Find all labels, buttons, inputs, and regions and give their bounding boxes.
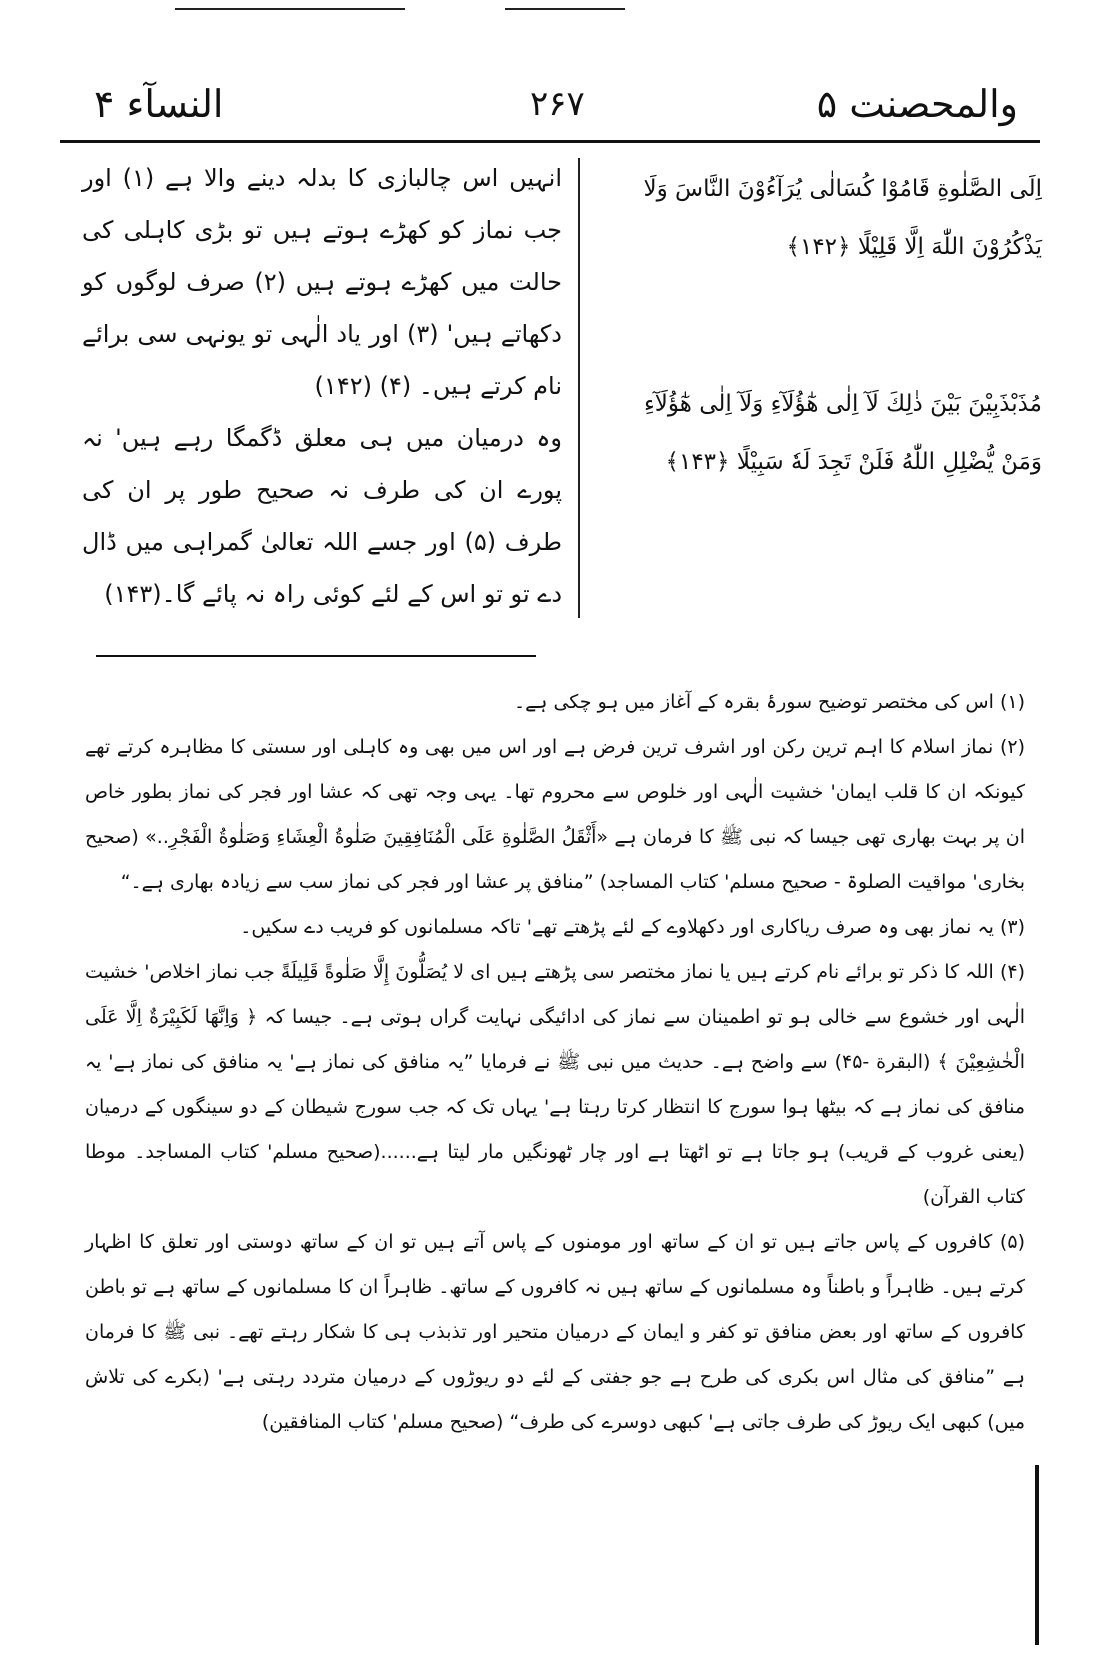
footnote-2: (۲) نماز اسلام کا اہم ترین رکن اور اشرف ترین فرض ہے اور اس میں بھی وہ کاہلی اور سستی کا مظاہرہ کرتے تھے کیونکہ ان کا قلب ایمان' خشیت الٰہی اور خلوص سے محروم تھا۔ یہی وجہ تھی کہ عشا اور فجر کی نماز بطور خاص ان پر بہت بھاری تھی جیسا کہ نبی ﷺ کا فرمان ہے «أَثْقَلُ الصَّلٰوةِ عَلَى الْمُنَافِقِينَ صَلٰوةُ الْعِشَاءِ وَصَلٰوةُ الْفَجْرِ..» (صحیح بخاری' مواقیت الصلوۃ - صحیح مسلم' کتاب المساجد) ”منافق پر عشا اور فجر کی نماز سب سے زیادہ بھاری ہے۔“	[85, 736, 1025, 893]
footnote-5: (۵) کافروں کے پاس جاتے ہیں تو ان کے ساتھ اور مومنوں کے پاس آتے ہیں تو ان کے ساتھ دوستی اور تعلق کا اظہار کرتے ہیں۔ ظاہراً و باطناً وہ مسلمانوں کے ساتھ ہیں نہ کافروں کے ساتھ۔ ظاہراً ان کا مسلمانوں کے ساتھ ہے تو باطن کافروں کے ساتھ اور بعض منافق تو کفر و ایمان کے درمیان متحیر اور تذبذب ہی کا شکار رہتے تھے۔ نبی ﷺ کا فرمان ہے ”منافق کی مثال اس بکری کی طرح ہے جو جفتی کے لئے دو ریوڑوں کے درمیان متردد رہتی ہے' (بکرے کی تلاش میں) کبھی ایک ریوڑ کی طرف جاتی ہے' کبھی دوسرے کی طرف“ (صحیح مسلم' کتاب المنافقین)	[85, 1231, 1025, 1433]
scan-edge-mark	[1035, 1465, 1039, 1645]
surah-name: النسآء ۴	[94, 82, 224, 126]
juz-name: والمحصنت ۵	[816, 82, 1018, 126]
top-edge-rule	[175, 8, 405, 10]
footnote-divider	[96, 655, 536, 657]
footnotes	[85, 680, 1025, 1445]
translation-verse-142: انہیں اس چالبازی کا بدلہ دینے والا ہے (۱) اور جب نماز کو کھڑے ہوتے ہیں تو بڑی کاہلی کی حالت میں کھڑے ہوتے ہیں (۲) صرف لوگوں کو دکھاتے ہیں' (۳) اور یاد الٰہی تو یونہی سی برائے نام کرتے ہیں۔ (۴) (۱۴۲)	[82, 164, 563, 400]
footnote-4: (۴) اللہ کا ذکر تو برائے نام کرتے ہیں یا نماز مختصر سی پڑھتے ہیں ای لا یُصَلُّونَ إِلَّا صَلٰوةً قَلِيلَةً جب نماز اخلاص' خشیت الٰہی اور خشوع سے خالی ہو تو اطمینان سے نماز کی ادائیگی نہایت گراں ہوتی ہے۔ جیسا کہ ﴿ وَاِنَّهَا لَكَبِيْرَةٌ اِلَّا عَلَى الْخٰشِعِيْنَ ﴾ (البقرة -۴۵) سے واضح ہے۔ حدیث میں نبی ﷺ نے فرمایا ”یہ منافق کی نماز ہے' یہ منافق کی نماز ہے' یہ منافق کی نماز ہے کہ بیٹھا ہوا سورج کا انتظار کرتا رہتا ہے' یہاں تک کہ جب سورج شیطان کے دو سینگوں کے درمیان (یعنی غروب کے قریب) ہو جاتا ہے تو اٹھتا ہے اور چار ٹھونگیں مار لیتا ہے......(صحیح مسلم' کتاب المساجد۔ موطا کتاب القرآن)	[85, 961, 1025, 1208]
urdu-translation	[82, 152, 562, 620]
footnote-3: (۳) یہ نماز بھی وہ صرف ریاکاری اور دکھلاوے کے لئے پڑھتے تھے' تاکہ مسلمانوں کو فریب دے سکیں۔	[240, 916, 1025, 938]
arabic-verse-143: مُذَبْذَبِيْنَ بَيْنَ ذٰلِكَ لَآ اِلٰى هٰٓؤُلَآءِ وَلَآ اِلٰى هٰٓؤُلَآءِ وَمَنْ يُّضْلِلِ اللّٰهُ فَلَنْ تَجِدَ لَهٗ سَبِيْلًا ﴿۱۴۳﴾	[643, 391, 1042, 475]
top-edge-rule	[505, 8, 625, 10]
footnote-1: (۱) اس کی مختصر توضیح سورۂ بقرہ کے آغاز میں ہو چکی ہے۔	[514, 691, 1025, 713]
translation-verse-143: وہ درمیان میں ہی معلق ڈگمگا رہے ہیں' نہ پورے ان کی طرف نہ صحیح طور پر ان کی طرف (۵) اور جسے اللہ تعالیٰ گمراہی میں ڈال دے تو تو اس کے لئے کوئی راہ نہ پائے گا۔(۱۴۳)	[82, 424, 562, 608]
header-divider	[60, 140, 1040, 143]
page-number: ۲۶۷	[530, 84, 585, 124]
column-divider	[578, 158, 580, 618]
arabic-verse-142: اِلَى الصَّلٰوةِ قَامُوْا كُسَالٰى يُرَآءُوْنَ النَّاسَ وَلَا يَذْكُرُوْنَ اللّٰهَ اِلَّا قَلِيْلًا ﴿۱۴۲﴾	[643, 176, 1042, 260]
page-header	[70, 78, 1030, 134]
